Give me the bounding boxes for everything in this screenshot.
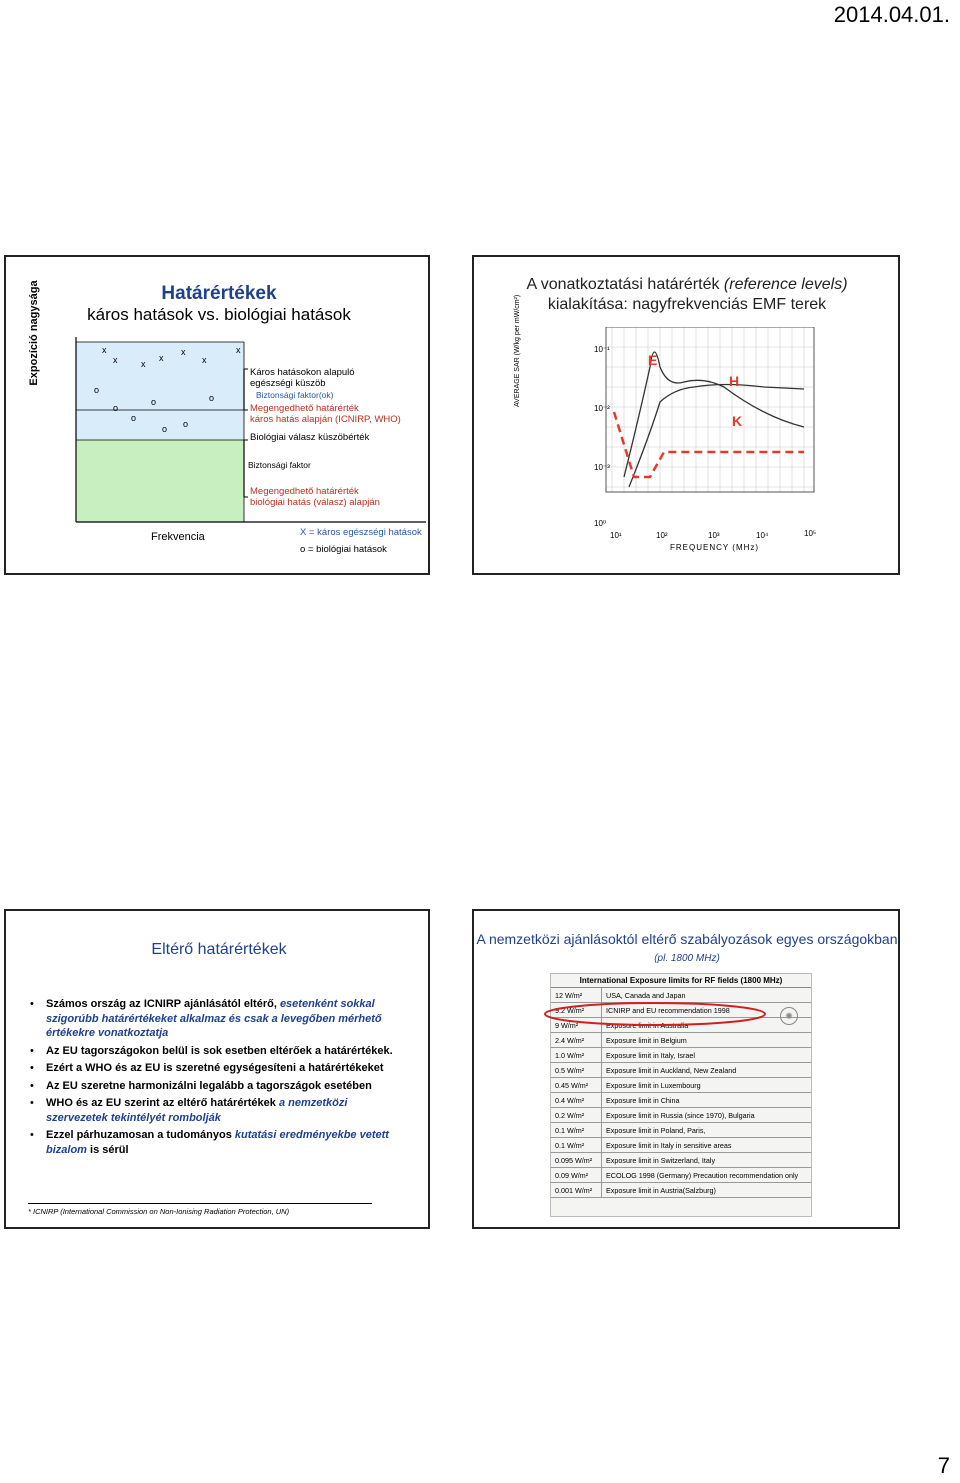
limit-region: USA, Canada and Japan — [602, 988, 812, 1003]
bullet-list — [28, 997, 408, 1160]
table-row — [551, 1078, 811, 1093]
curve-label-k: K — [732, 413, 743, 429]
x-tick: 10¹ — [610, 531, 622, 540]
slide-limits-harmful-vs-biological — [4, 255, 430, 575]
highlight-ellipse — [540, 1001, 770, 1031]
table-row — [551, 1093, 811, 1108]
y-tick: 10⁻² — [594, 404, 610, 413]
limit-value: 0.001 W/m² — [551, 1183, 602, 1198]
bullet-item: • Az EU tagországokon belül is sok esetben eltérőek a határértékek. — [46, 1044, 408, 1059]
slide-different-limits — [4, 909, 430, 1229]
limit-harmful-label-1: Megengedhető határérték — [250, 403, 359, 414]
table-row — [551, 1048, 811, 1063]
limit-region: Exposure limit in Australia — [602, 1018, 812, 1033]
title-note: (pl. 1800 MHz) — [654, 953, 720, 964]
bio-threshold-label: Biológiai válasz küszöbérték — [250, 432, 370, 443]
limit-region: Exposure limit in Italy in sensitive areas — [602, 1138, 812, 1153]
curve-label-h: H — [729, 373, 740, 389]
legend-biological: o = biológiai hatások — [300, 544, 387, 555]
x-tick: 10⁵ — [804, 529, 817, 538]
bullet-item: • WHO és az EU szerint az eltérő határértékek a nemzetközi szervezetek tekintélyét rombolják — [46, 1096, 408, 1125]
limit-bio-label-2: biológiai hatás (válasz) alapján — [250, 497, 380, 508]
title-italic: (reference levels) — [723, 276, 848, 293]
limit-value: 0.1 W/m² — [551, 1123, 602, 1138]
footnote-divider — [28, 1203, 372, 1204]
table-row — [551, 1183, 811, 1198]
harmful-marker: x — [113, 355, 118, 365]
limit-region: Exposure limit in Russia (since 1970), Bulgaria — [602, 1108, 812, 1123]
bullet-item: • Ezért a WHO és az EU is szeretné egységesíteni a határértékeket — [46, 1061, 408, 1076]
slide-title: Eltérő határértékek — [151, 941, 287, 958]
footnote: * ICNIRP (International Commission on Non-Ionising Radiation Protection, UN) — [28, 1207, 290, 1216]
limit-value: 1.0 W/m² — [551, 1048, 602, 1063]
harmful-marker: x — [202, 355, 207, 365]
limit-value: 0.1 W/m² — [551, 1138, 602, 1153]
page-number: 7 — [937, 1453, 950, 1478]
title-part-2: kialakítása: nagyfrekvenciás EMF terek — [547, 296, 827, 313]
limit-region: Exposure limit in Auckland, New Zealand — [602, 1063, 812, 1078]
limit-value: 0.2 W/m² — [551, 1108, 602, 1123]
slide-international-limits — [472, 909, 900, 1229]
limit-region: Exposure limit in Poland, Paris, — [602, 1123, 812, 1138]
limit-region: Exposure limit in Switzerland, Italy — [602, 1153, 812, 1168]
limit-value: 2.4 W/m² — [551, 1033, 602, 1048]
biological-marker: o — [183, 419, 189, 429]
limit-region: ICNIRP and EU recommendation 1998 — [602, 1003, 812, 1018]
limit-value: 0.5 W/m² — [551, 1063, 602, 1078]
x-tick: 10³ — [708, 531, 720, 540]
limit-region: Exposure limit in Austria(Salzburg) — [602, 1183, 812, 1198]
bullet-item: • Ezzel párhuzamosan a tudományos kutatási eredményekbe vetett bizalom is sérül — [46, 1128, 408, 1157]
limit-harmful-label-2: káros hatás alapján (ICNIRP, WHO) — [250, 414, 401, 425]
title-main: Határértékek — [161, 283, 277, 304]
limit-value: 0.4 W/m² — [551, 1093, 602, 1108]
x-tick: 10⁴ — [756, 531, 769, 540]
limit-value: 0.09 W/m² — [551, 1168, 602, 1183]
biological-marker: o — [209, 393, 215, 403]
table-row — [551, 1063, 811, 1078]
title-part-1: A vonatkoztatási határérték — [526, 276, 720, 293]
limit-region: Exposure limit in China — [602, 1093, 812, 1108]
limit-region: Exposure limit in Luxembourg — [602, 1078, 812, 1093]
biological-marker: o — [131, 413, 137, 423]
limit-value: 9.2 W/m² — [551, 1003, 602, 1018]
biological-marker: o — [94, 385, 100, 395]
x-axis-label: Frekvencia — [151, 531, 205, 543]
title-text: A nemzetközi ajánlásoktól eltérő szabályozások egyes országokban — [476, 931, 898, 947]
y-tick: 10⁻³ — [594, 463, 610, 472]
y-tick: 10⁻¹ — [594, 345, 610, 354]
chart-x-axis-label: FREQUENCY (MHz) — [670, 543, 760, 552]
limit-region: ECOLOG 1998 (Germany) Precaution recommendation only — [602, 1168, 812, 1183]
table-row — [551, 1153, 811, 1168]
table-row — [551, 1123, 811, 1138]
biological-marker: o — [162, 424, 168, 434]
bullet-item: • Az EU szeretne harmonizálni legalább a tagországok esetében — [46, 1079, 408, 1094]
who-logo-icon: ✺ — [780, 1007, 798, 1025]
biological-marker: o — [151, 397, 157, 407]
safety-factors-label: Biztonsági faktor(ok) — [256, 390, 334, 400]
biological-marker: o — [113, 403, 119, 413]
table-row — [551, 1168, 811, 1183]
harmful-marker: x — [181, 347, 186, 357]
x-tick: 10⁰ — [594, 519, 607, 528]
chart-y-axis-label: AVERAGE SAR (W/kg per mW/cm²) — [514, 294, 521, 407]
limit-value: 9 W/m² — [551, 1018, 602, 1033]
threshold-harmful-label: Káros hatásokon alapuló egészségi küszöb — [250, 367, 355, 389]
y-axis-label: Expozíció nagysága — [28, 280, 40, 386]
bullet-item: • Számos ország az ICNIRP ajánlásától eltérő, esetenként sokkal szigorúbb határértékeket alkalmaz és csak a levegőben mérhető értékekre vonatkoztatja — [46, 997, 408, 1041]
table-row — [551, 1033, 811, 1048]
table-row — [551, 1108, 811, 1123]
limit-value: 12 W/m² — [551, 988, 602, 1003]
page-date: 2014.04.01. — [833, 2, 950, 27]
title-sub: káros hatások vs. biológiai hatások — [87, 305, 351, 324]
slide-title — [474, 931, 900, 967]
limit-bio-label-1: Megengedhető határérték — [250, 486, 359, 497]
safety-factor-label: Biztonsági faktor — [248, 460, 311, 470]
harmful-marker: x — [141, 359, 146, 369]
harmful-marker: x — [236, 345, 241, 355]
slide-reference-levels — [472, 255, 900, 575]
curve-label-e: E — [648, 352, 658, 368]
limit-region: Exposure limit in Belgium — [602, 1033, 812, 1048]
harmful-marker: x — [102, 345, 107, 355]
table-title: International Exposure limits for RF fields (1800 MHz) — [551, 974, 811, 988]
limit-value: 0.45 W/m² — [551, 1078, 602, 1093]
legend-harmful: X = káros egészségi hatások — [300, 527, 422, 538]
x-tick: 10² — [656, 531, 668, 540]
limit-value: 0.095 W/m² — [551, 1153, 602, 1168]
limit-region: Exposure limit in Italy, Israel — [602, 1048, 812, 1063]
table-row — [551, 1138, 811, 1153]
slide-title — [474, 275, 900, 315]
harmful-marker: x — [159, 353, 164, 363]
